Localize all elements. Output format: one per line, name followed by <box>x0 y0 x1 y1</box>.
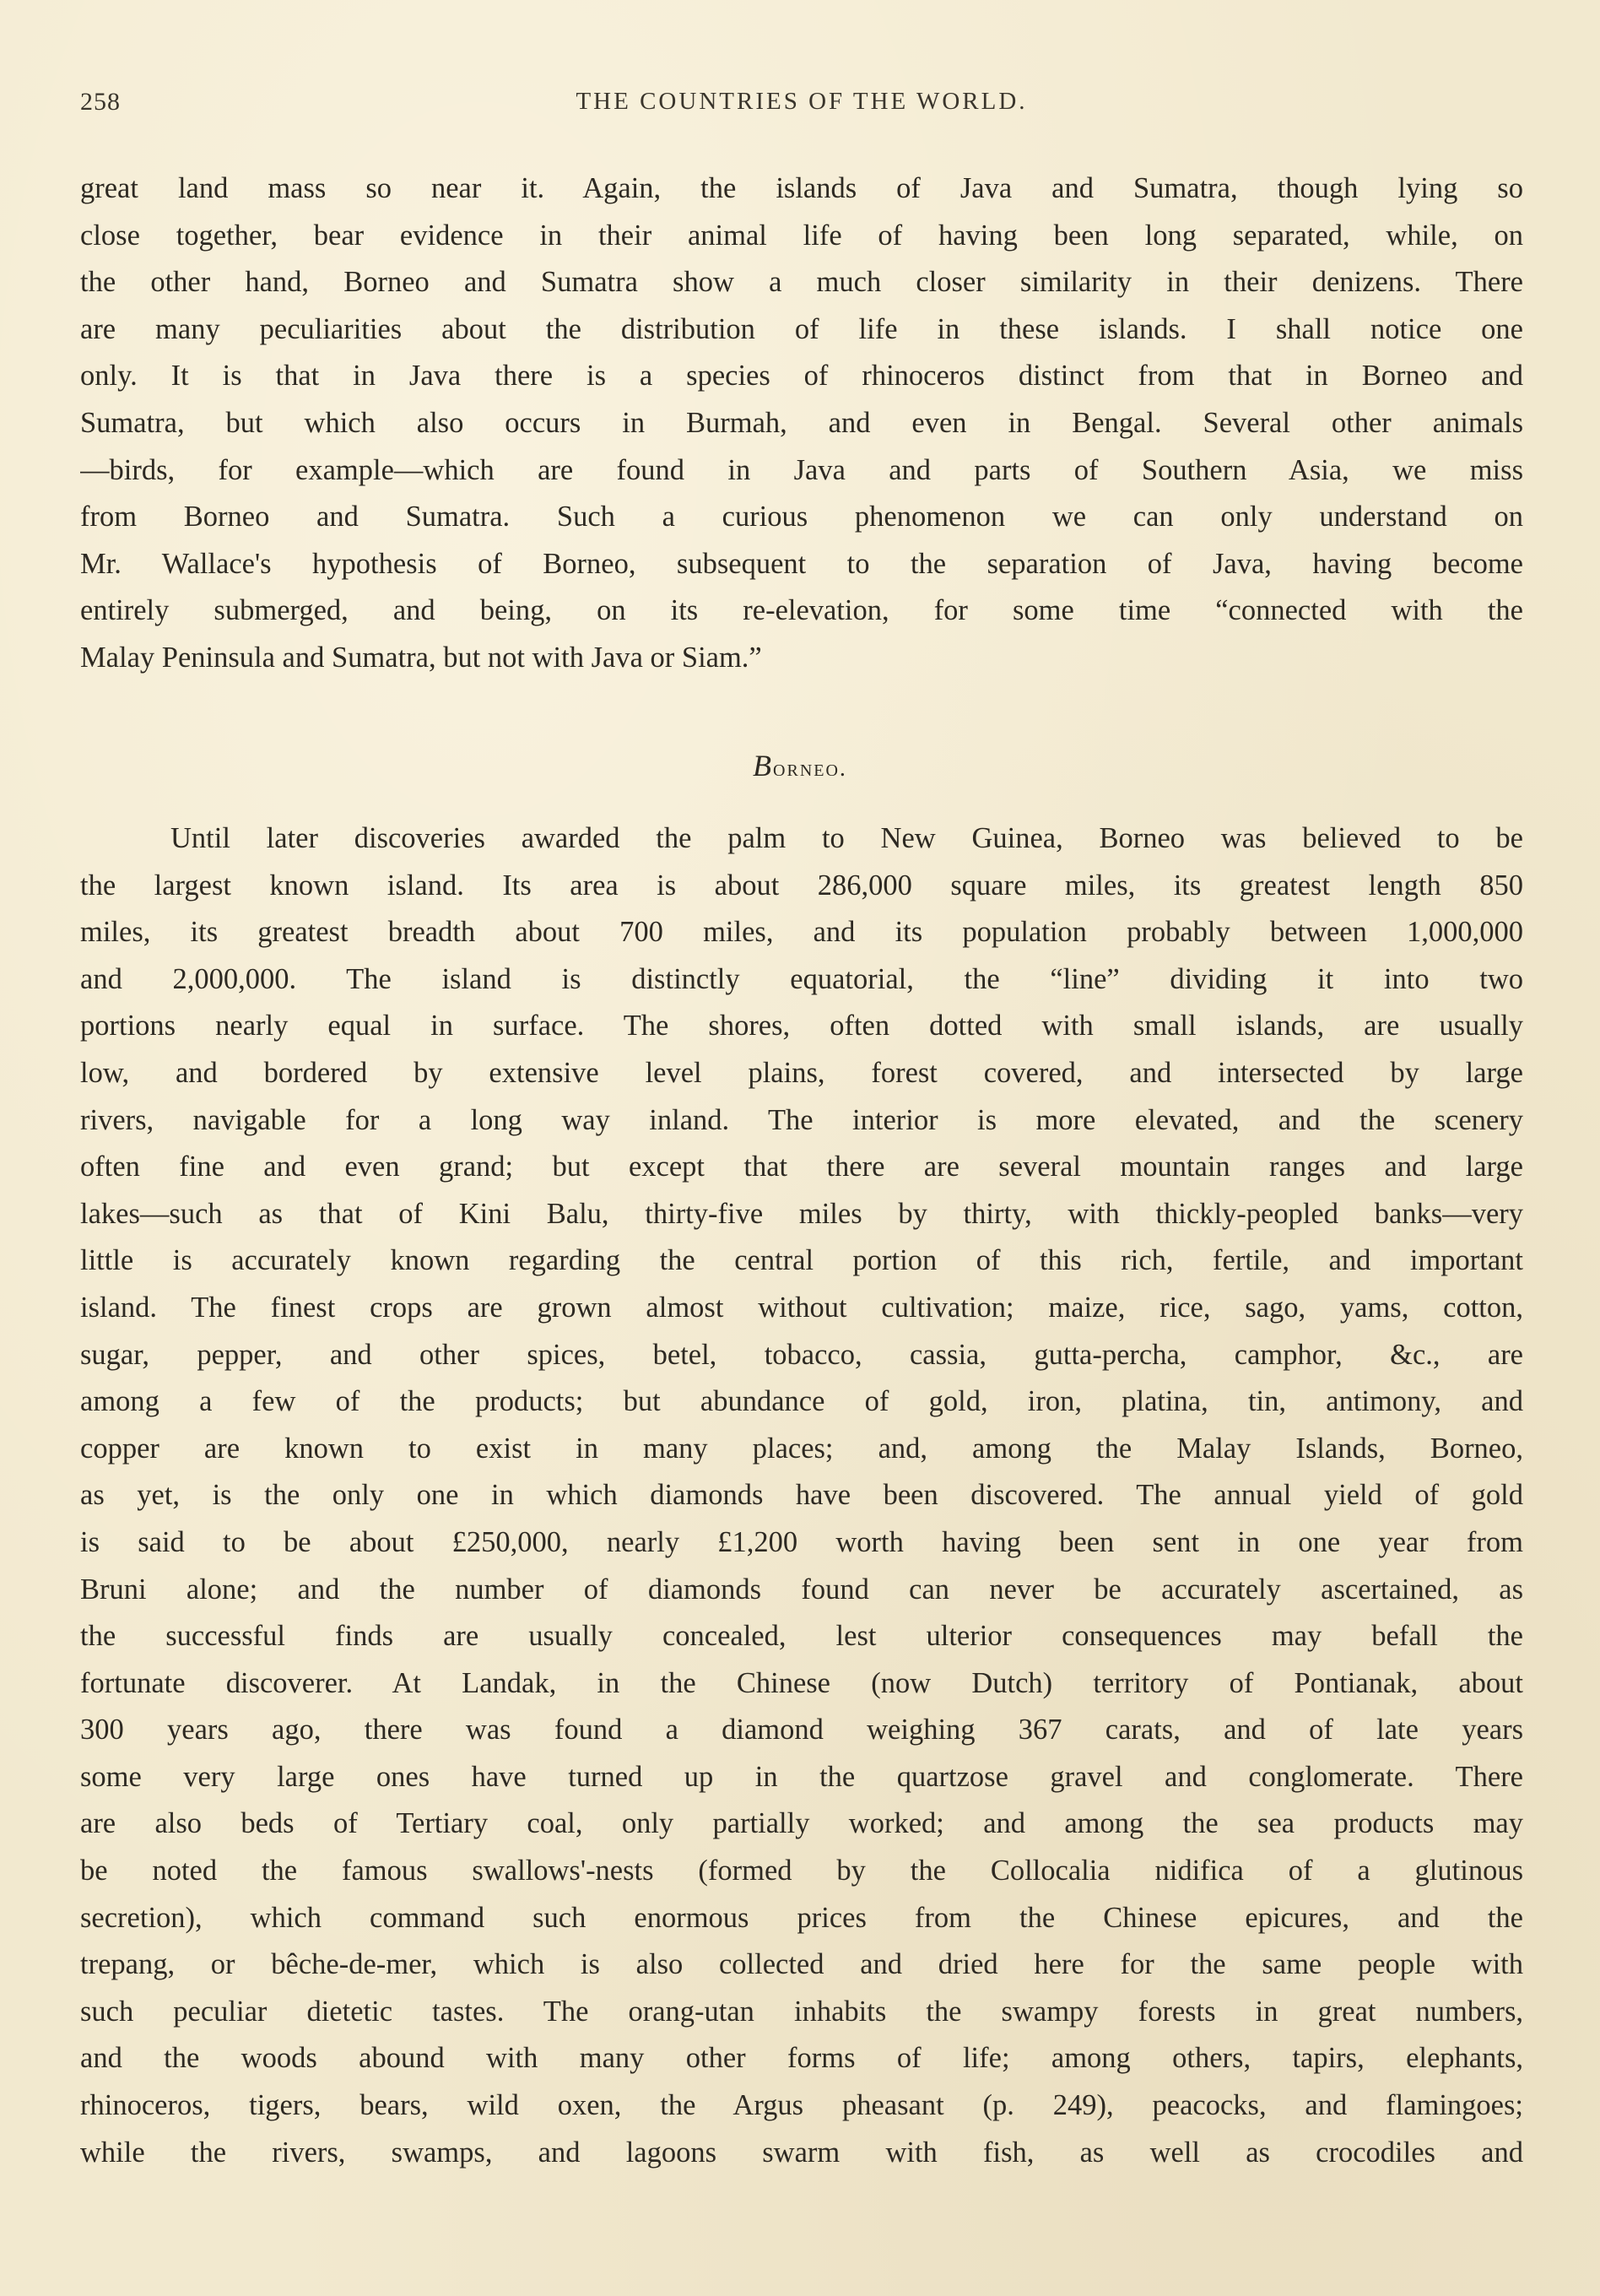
running-head <box>80 88 1523 125</box>
text-line: rivers, navigable for a long way inland. The interior is more elevated, and the scenery <box>80 1103 1523 1136</box>
heading-initial: B <box>753 749 774 782</box>
text-line: from Borneo and Sumatra. Such a curious phenomenon we can only understand on <box>80 501 1523 533</box>
text-line: close together, bear evidence in their animal life of having been long separated, while, on <box>80 219 1523 252</box>
text-line: portions nearly equal in surface. The shores, often dotted with small islands, are usually <box>80 1010 1523 1042</box>
running-title: THE COUNTRIES OF THE WORLD. <box>576 88 1028 115</box>
text-line: while the rivers, swamps, and lagoons swarm with fish, as well as crocodiles and <box>80 2136 1523 2169</box>
heading-rest: orneo. <box>773 755 847 782</box>
text-line: such peculiar dietetic tastes. The orang-utan inhabits the swampy forests in great numbers, <box>80 1995 1523 2028</box>
text-line: Bruni alone; and the number of diamonds found can never be accurately ascertained, as <box>80 1573 1523 1606</box>
intro-paragraph <box>80 165 1523 682</box>
text-line: are also beds of Tertiary coal, only partially worked; and among the sea products may <box>80 1807 1523 1840</box>
text-line: sugar, pepper, and other spices, betel, tobacco, cassia, gutta-percha, camphor, &c., are <box>80 1338 1523 1371</box>
text-line: great land mass so near it. Again, the islands of Java and Sumatra, though lying so <box>80 172 1523 204</box>
text-line: trepang, or bêche-de-mer, which is also collected and dried here for the same people with <box>80 1948 1523 1981</box>
text-line: entirely submerged, and being, on its re-elevation, for some time “connected with the <box>80 594 1523 627</box>
text-line: the successful finds are usually concealed, lest ulterior consequences may befall the <box>80 1620 1523 1653</box>
text-line: as yet, is the only one in which diamonds have been discovered. The annual yield of gold <box>80 1479 1523 1512</box>
text-line: is said to be about £250,000, nearly £1,200 worth having been sent in one year from <box>80 1525 1523 1558</box>
text-line: are many peculiarities about the distribution of life in these islands. I shall notice one <box>80 312 1523 345</box>
text-line: 300 years ago, there was found a diamond weighing 367 carats, and of late years <box>80 1714 1523 1746</box>
text-line: fortunate discoverer. At Landak, in the Chinese (now Dutch) territory of Pontianak, about <box>80 1666 1523 1699</box>
text-line: Sumatra, but which also occurs in Burmah, and even in Bengal. Several other animals <box>80 406 1523 439</box>
text-line: rhinoceros, tigers, bears, wild oxen, the Argus pheasant (p. 249), peacocks, and flamingoes; <box>80 2089 1523 2122</box>
section-heading-borneo <box>0 748 1600 783</box>
text-line: only. It is that in Java there is a species of rhinoceros distinct from that in Borneo and <box>80 360 1523 393</box>
text-line: Mr. Wallace's hypothesis of Borneo, subsequent to the separation of Java, having become <box>80 547 1523 580</box>
text-line: often fine and even grand; but except that there are several mountain ranges and large <box>80 1151 1523 1183</box>
text-line: and the woods abound with many other forms of life; among others, tapirs, elephants, <box>80 2042 1523 2075</box>
text-line: and 2,000,000. The island is distinctly equatorial, the “line” dividing it into two <box>80 962 1523 995</box>
text-line: be noted the famous swallows'-nests (formed by the Collocalia nidifica of a glutinous <box>80 1855 1523 1887</box>
text-line: —birds, for example—which are found in Java and parts of Southern Asia, we miss <box>80 453 1523 486</box>
text-line: among a few of the products; but abundance of gold, iron, platina, tin, antimony, and <box>80 1385 1523 1418</box>
text-line: Malay Peninsula and Sumatra, but not with Java or Siam.” <box>80 641 762 674</box>
text-line: island. The finest crops are grown almost without cultivation; maize, rice, sago, yams, cotton, <box>80 1291 1523 1324</box>
text-line: the other hand, Borneo and Sumatra show a much closer similarity in their denizens. There <box>80 266 1523 299</box>
text-line: low, and bordered by extensive level plains, forest covered, and intersected by large <box>80 1056 1523 1089</box>
text-line: copper are known to exist in many places; and, among the Malay Islands, Borneo, <box>80 1432 1523 1465</box>
page-number: 258 <box>80 88 121 116</box>
text-line: miles, its greatest breadth about 700 miles, and its population probably between 1,000,000 <box>80 916 1523 949</box>
text-line: secretion), which command such enormous prices from the Chinese epicures, and the <box>80 1901 1523 1934</box>
borneo-paragraph <box>80 815 1523 2176</box>
text-line: little is accurately known regarding the central portion of this rich, fertile, and important <box>80 1244 1523 1277</box>
text-line: some very large ones have turned up in the quartzose gravel and conglomerate. There <box>80 1760 1523 1793</box>
text-line: Until later discoveries awarded the palm to New Guinea, Borneo was believed to be <box>170 822 1523 854</box>
text-line: lakes—such as that of Kini Balu, thirty-five miles by thirty, with thickly-peopled banks—very <box>80 1197 1523 1230</box>
text-line: the largest known island. Its area is about 286,000 square miles, its greatest length 850 <box>80 869 1523 902</box>
